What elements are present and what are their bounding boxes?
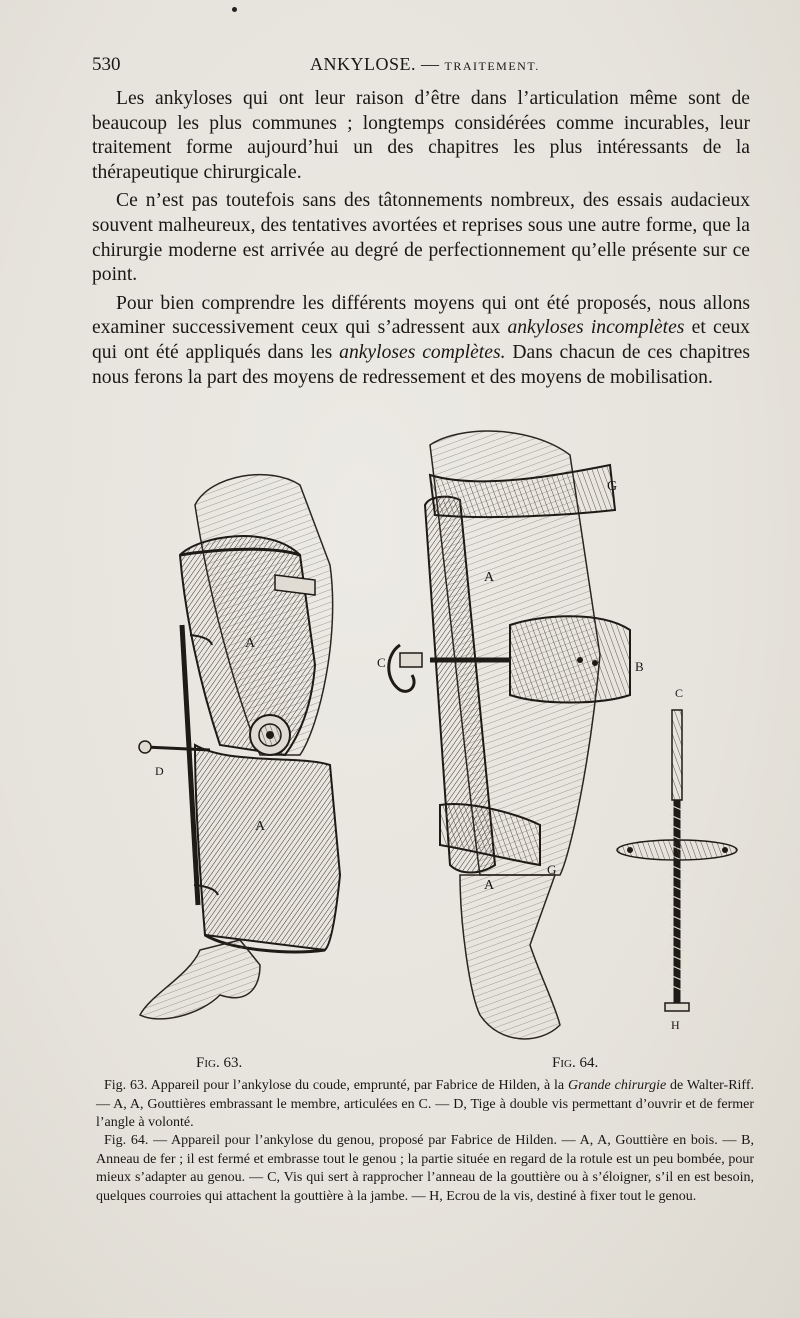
paragraph-2: Ce n’est pas toutefois sans des tâtonnements nombreux, des essais audacieux souvent malheureux, des tentatives avortées et reprises sous une autre forme, que la chirurgie moderne est arrivée au degré de perfectionnement qu’elle présente sur ce point. (92, 190, 750, 286)
body-text (92, 87, 750, 394)
page-header (92, 54, 752, 80)
paragraph-3-part: Dans chacun de ces chapitres nous ferons la part des moyens de redressement et des moyens de mobilisation. (92, 341, 750, 388)
svg-text:A: A (245, 636, 256, 651)
svg-text:A: A (484, 570, 495, 585)
figure-63-label: Fig. 63. (196, 1055, 243, 1071)
caption-63-italic: Grande chirurgie (568, 1078, 667, 1093)
svg-text:G: G (547, 862, 557, 877)
running-title-sub: TRAITEMENT. (444, 59, 540, 73)
svg-text:A: A (484, 878, 495, 893)
paragraph-3-part: Pour bien comprendre les différents moyens qui ont été proposés, nous allons examiner successivement ceux qui s’adressent aux (92, 292, 750, 339)
engraving-figures (100, 405, 760, 1045)
paragraph-1: Les ankyloses qui ont leur raison d’être dans l’articulation même sont de beaucoup les plus communes ; longtemps considérées comme incurables, leur traitement forme aujourd’hui un des chapitres les plus intéressants de la thérapeutique chirurgicale. (92, 88, 750, 183)
paragraph-3-italic: ankyloses complètes. (339, 341, 506, 363)
svg-text:G: G (607, 479, 618, 494)
ink-dot (232, 7, 237, 12)
svg-text:C: C (675, 686, 684, 700)
paragraph-3 (92, 292, 750, 390)
running-title-dash: — (421, 54, 440, 74)
running-title-main: ANKYLOSE. (310, 54, 416, 74)
screw-part (617, 686, 737, 1032)
figure-64-label: Fig. 64. (552, 1055, 599, 1071)
running-title (310, 54, 540, 75)
figure-64-leg (377, 431, 644, 1039)
caption-figure-64: Fig. 64. — Appareil pour l’ankylose du genou, proposé par Fabrice de Hilden. — A, A, Gouttière en bois. — B, Anneau de fer ; il est fermé et embrasse tout le genou ; la partie située en regard de la rotule est un peu bombée, pour mieux s’adapter au genou. — C, Vis qui sert à rapprocher l’anneau de la gouttière ou à s’éloigner, s’il en est besoin, quelques courroies qui attachent la gouttière à la jambe. — H, Ecrou de la vis, destiné à fixer tout le genou. (96, 1133, 754, 1204)
engraving-illustration (100, 405, 760, 1045)
figure-63-arm (139, 475, 340, 1019)
paragraph-3-part: et ceux qui ont été appliqués dans les (92, 317, 750, 363)
svg-text:A: A (255, 819, 266, 834)
svg-text:C: C (377, 655, 386, 670)
caption-63-text: Fig. 63. Appareil pour l’ankylose du coude, emprunté, par Fabrice de Hilden, à la (104, 1078, 568, 1093)
paragraph-3-italic: ankyloses incomplètes (507, 317, 685, 339)
caption-63-text: de Walter-Riff. — A, A, Gouttières embrassant le membre, articulées en C. — D, Tige à double vis permettant d’ouvrir et de fermer l’angle à volonté. (96, 1078, 754, 1130)
caption-figure-63 (96, 1077, 754, 1133)
page-number: 530 (92, 54, 121, 75)
svg-text:D: D (155, 764, 164, 778)
svg-text:H: H (671, 1018, 680, 1032)
svg-text:B: B (635, 659, 644, 674)
